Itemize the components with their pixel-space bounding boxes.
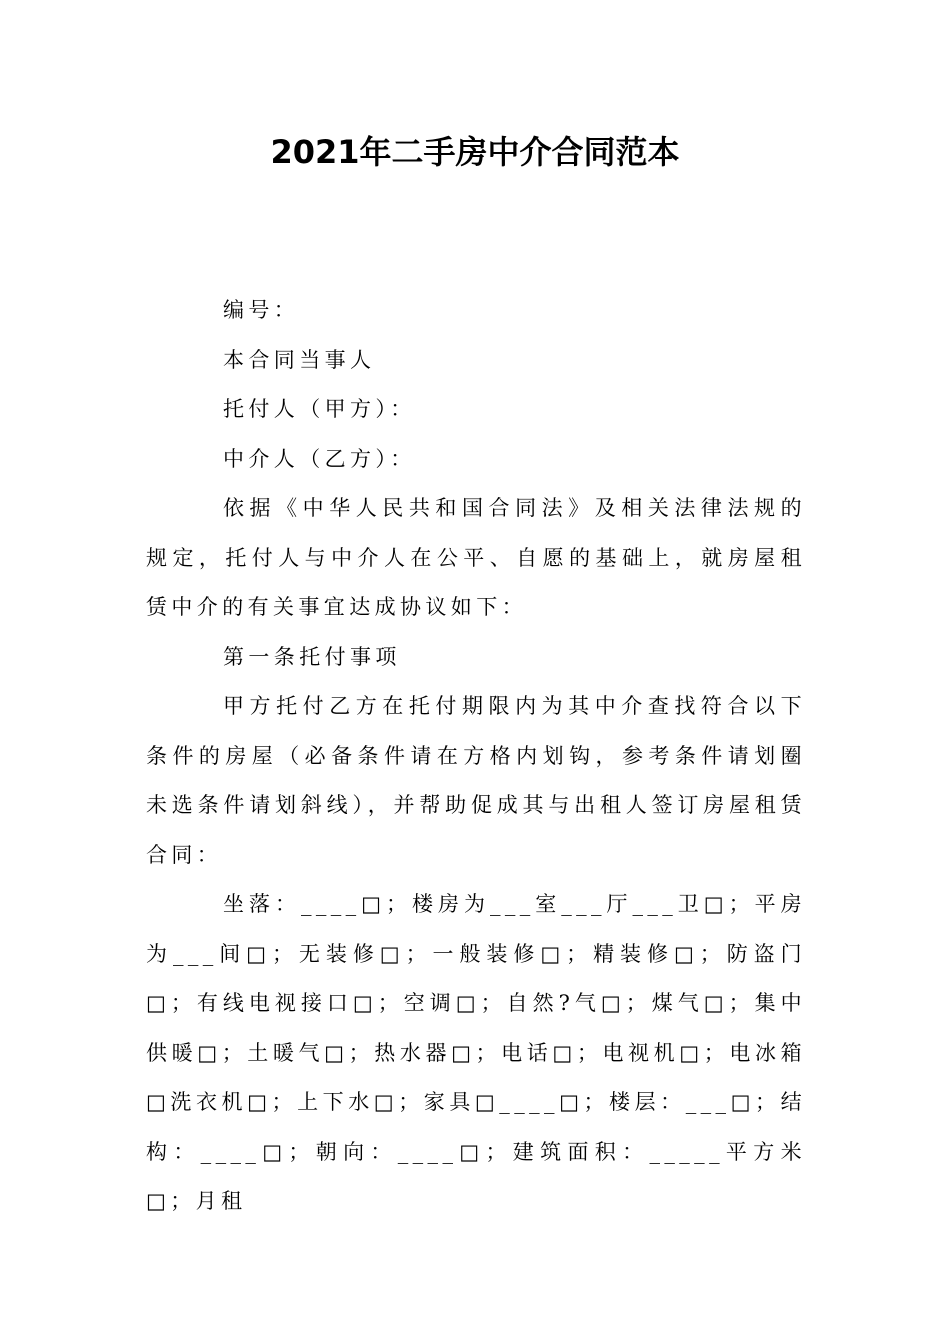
preamble-paragraph: 依据《中华人民共和国合同法》及相关法律法规的规定，托付人与中介人在公平、自愿的基础上，就房屋租赁中介的有关事宜达成协议如下： (146, 496, 806, 619)
article-one-paragraph: 甲方托付乙方在托付期限内为其中介查找符合以下条件的房屋（必备条件请在方格内划钩，参考条件请划圈未选条件请划斜线），并帮助促成其与出租人签订房屋租赁合同： (146, 694, 806, 867)
article-one-heading: 第一条托付事项 (223, 644, 401, 669)
document-body (146, 286, 806, 1227)
party-a-line: 托付人（甲方）： (223, 397, 416, 421)
contract-number-line: 编号： (223, 298, 300, 322)
document-title: 2021年二手房中介合同范本 (270, 133, 680, 171)
property-conditions-paragraph: 坐落：____□；楼房为___室___厅___卫□；平房为___间□；无装修□；一般装修□；精装修□；防盗门□；有线电视接口□；空调□；自然?气□；煤气□；集中供暖□；土暖气□；热水器□；电话□；电视机□；电冰箱□洗衣机□；上下水□；家具□____□；楼层：___□；结构：____□；朝向：____□；建筑面积：_____平方米□；月租 (146, 892, 806, 1213)
parties-heading: 本合同当事人 (223, 347, 376, 372)
party-b-line: 中介人（乙方）： (223, 446, 416, 471)
